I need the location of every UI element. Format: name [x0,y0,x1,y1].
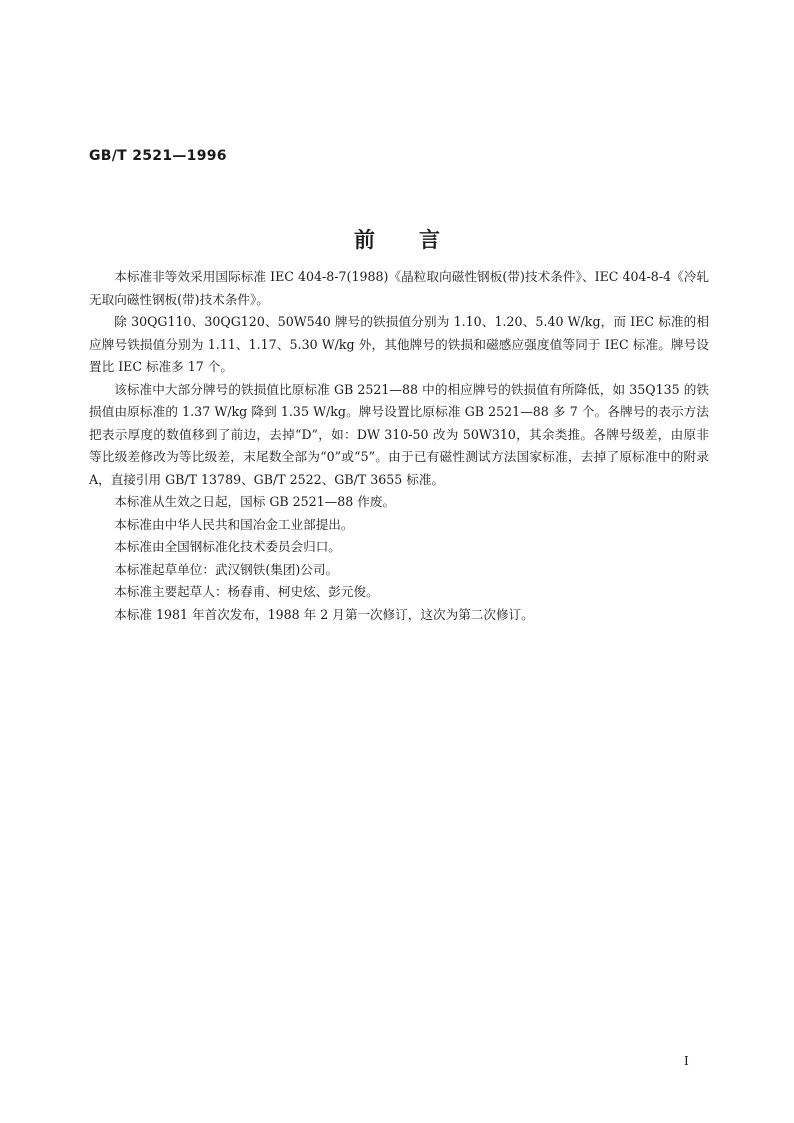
paragraph-changes: 该标准中大部分牌号的铁损值比原标准 GB 2521—88 中的相应牌号的铁损值有所降低，如 35Q135 的铁损值由原标准的 1.37 W/kg 降到 1.35 W/kg。牌号设置比原标准 GB 2521—88 多 7 个。各牌号的表示方法把表示厚度的数值移到了前边，去掉“D”，如：DW 310-50 改为 50W310，其余类推。各牌号级差，由原非等比级差修改为等比级差，末尾数全部为“0”或“5”。由于已有磁性测试方法国家标准，去掉了原标准中的附录 A，直接引用 GB/T 13789、GB/T 2522、GB/T 3655 标准。 [89,381,709,487]
paragraph-committee: 本标准由全国钢标准化技术委员会归口。 [114,539,341,554]
paragraph-history: 本标准 1981 年首次发布，1988 年 2 月第一次修订，这次为第二次修订。 [114,606,534,622]
foreword-body [89,266,709,626]
paragraph-effective: 本标准从生效之日起，国标 GB 2521—88 作废。 [114,494,396,509]
paragraph-adoption: 本标准非等效采用国际标准 IEC 404-8-7(1988)《晶粒取向磁性钢板(带)技术条件》、IEC 404-8-4《冷轧无取向磁性钢板(带)技术条件》。 [89,269,709,307]
paragraph-drafting-unit: 本标准起草单位：武汉钢铁(集团)公司。 [114,561,339,577]
paragraph-proposer: 本标准由中华人民共和国冶金工业部提出。 [114,516,354,532]
page-number: I [684,1054,689,1068]
paragraph-drafters: 本标准主要起草人：杨春甫、柯史炫、彭元俊。 [114,584,379,599]
page-title: 前言 [354,228,484,252]
paragraph-iron-loss-diff: 除 30QG110、30QG120、50W540 牌号的铁损值分别为 1.10、1.20、5.40 W/kg，而 IEC 标准的相应牌号铁损值分别为 1.11、1.17、5.30 W/kg 外，其他牌号的铁损和磁感应强度值等同于 IEC 标准。牌号设置比 IEC 标准多 17 个。 [89,314,709,374]
document-code: GB/T 2521—1996 [89,148,227,164]
